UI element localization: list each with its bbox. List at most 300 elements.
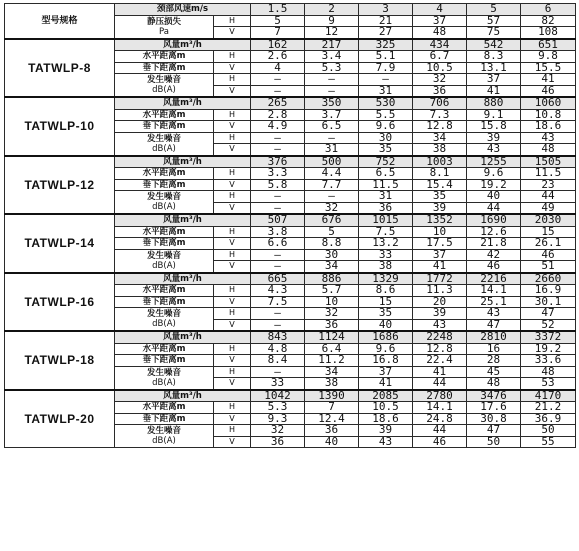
noise-v-cell: 36 <box>305 319 359 331</box>
noise-v-cell: 44 <box>467 202 521 214</box>
model-header: 型号规格 <box>5 4 115 39</box>
vertical-cell: 15 <box>359 296 413 308</box>
vertical-cell: 4 <box>251 62 305 74</box>
noise-v-cell: – <box>305 85 359 97</box>
horizontal-cell: 10 <box>413 226 467 238</box>
noise-v-cell: 31 <box>305 144 359 156</box>
horizontal-cell: 5.5 <box>359 109 413 121</box>
speed-cell: 2 <box>305 4 359 16</box>
horizontal-cell: 4.3 <box>251 285 305 297</box>
horizontal-cell: 3.4 <box>305 51 359 63</box>
airflow-cell: 2030 <box>521 214 576 226</box>
noise-h-cell: – <box>251 308 305 320</box>
speed-cell: 5 <box>467 4 521 16</box>
airflow-cell: 350 <box>305 97 359 109</box>
noise-h-cell: 39 <box>467 132 521 144</box>
vertical-cell: 12.4 <box>305 413 359 425</box>
horizontal-cell: 9.8 <box>521 51 576 63</box>
vertical-cell: 17.5 <box>413 238 467 250</box>
vertical-cell: 22.4 <box>413 355 467 367</box>
noise-h-cell: – <box>251 132 305 144</box>
horizontal-cell: 4.8 <box>251 343 305 355</box>
h-marker: H <box>214 425 251 437</box>
noise-h-cell: 30 <box>359 132 413 144</box>
noise-v-cell: 48 <box>467 378 521 390</box>
noise-v-cell: 48 <box>521 144 576 156</box>
airflow-cell: 843 <box>251 331 305 343</box>
horizontal-cell: 10.5 <box>359 402 413 414</box>
airflow-cell: 651 <box>521 39 576 51</box>
vertical-cell: 10 <box>305 296 359 308</box>
noise-h-cell: – <box>251 249 305 261</box>
v-marker: V <box>214 62 251 74</box>
vertical-label: 垂下距离m <box>115 238 214 250</box>
noise-h-cell: 37 <box>359 366 413 378</box>
noise-label <box>115 132 214 156</box>
noise-h-cell: 44 <box>521 191 576 203</box>
horizontal-cell: 14.1 <box>467 285 521 297</box>
horizontal-cell: 14.1 <box>413 402 467 414</box>
vertical-label: 垂下距离m <box>115 62 214 74</box>
vertical-cell: 33.6 <box>521 355 576 367</box>
airflow-row <box>5 331 576 343</box>
vertical-cell: 28 <box>467 355 521 367</box>
vertical-label: 垂下距离m <box>115 413 214 425</box>
loss-label-line2: Pa <box>159 26 169 37</box>
vertical-cell: 24.8 <box>413 413 467 425</box>
noise-v-cell: 40 <box>359 319 413 331</box>
vertical-cell: 10.5 <box>413 62 467 74</box>
h-marker: H <box>214 366 251 378</box>
h-marker: H <box>214 285 251 297</box>
horizontal-cell: 8.1 <box>413 168 467 180</box>
horizontal-cell: 11.5 <box>521 168 576 180</box>
airflow-cell: 1352 <box>413 214 467 226</box>
noise-h-cell: 46 <box>521 249 576 261</box>
airflow-cell: 2216 <box>467 273 521 285</box>
v-marker: V <box>214 355 251 367</box>
speed-cell: 6 <box>521 4 576 16</box>
airflow-label: 风量m³/h <box>115 273 251 285</box>
airflow-label: 风量m³/h <box>115 331 251 343</box>
noise-label-line1: 发生噪音 <box>146 133 181 144</box>
airflow-cell: 1060 <box>521 97 576 109</box>
vertical-label: 垂下距离m <box>115 179 214 191</box>
horizontal-cell: 5.3 <box>251 402 305 414</box>
noise-v-cell: 36 <box>251 436 305 448</box>
airflow-cell: 217 <box>305 39 359 51</box>
v-marker: V <box>214 296 251 308</box>
horizontal-cell: 7 <box>305 402 359 414</box>
airflow-cell: 2660 <box>521 273 576 285</box>
horizontal-cell: 10.8 <box>521 109 576 121</box>
h-marker: H <box>214 226 251 238</box>
noise-label-line2: dB(A) <box>152 260 176 271</box>
airflow-row <box>5 273 576 285</box>
vertical-cell: 30.1 <box>521 296 576 308</box>
vertical-cell: 18.6 <box>359 413 413 425</box>
h-marker: H <box>214 308 251 320</box>
horizontal-cell: 16 <box>467 343 521 355</box>
speed-row <box>5 4 576 16</box>
h-marker: H <box>214 74 251 86</box>
loss-h-cell: 82 <box>521 15 576 27</box>
noise-h-cell: 34 <box>413 132 467 144</box>
noise-h-cell: 37 <box>413 249 467 261</box>
vertical-cell: 9.6 <box>359 121 413 133</box>
noise-v-cell: 36 <box>413 85 467 97</box>
vertical-cell: 25.1 <box>467 296 521 308</box>
airflow-cell: 530 <box>359 97 413 109</box>
model-name: TATWLP-16 <box>5 273 115 332</box>
model-name: TATWLP-18 <box>5 331 115 390</box>
noise-v-cell: 31 <box>359 85 413 97</box>
vertical-cell: 18.6 <box>521 121 576 133</box>
horizontal-label: 水平距离m <box>115 226 214 238</box>
noise-h-cell: 44 <box>413 425 467 437</box>
noise-label-line2: dB(A) <box>152 143 176 154</box>
vertical-cell: 23 <box>521 179 576 191</box>
v-marker: V <box>214 436 251 448</box>
v-marker: V <box>214 261 251 273</box>
horizontal-label: 水平距离m <box>115 285 214 297</box>
noise-label-line1: 发生噪音 <box>146 75 181 85</box>
horizontal-cell: 5.7 <box>305 285 359 297</box>
noise-v-cell: 46 <box>467 261 521 273</box>
noise-h-cell: 43 <box>521 132 576 144</box>
airflow-cell: 676 <box>305 214 359 226</box>
airflow-cell: 2810 <box>467 331 521 343</box>
noise-h-cell: – <box>251 74 305 86</box>
noise-v-cell: 36 <box>359 202 413 214</box>
airflow-cell: 665 <box>251 273 305 285</box>
airflow-label: 风量m³/h <box>115 156 251 168</box>
loss-h-cell: 9 <box>305 15 359 27</box>
airflow-cell: 1772 <box>413 273 467 285</box>
noise-h-cell: 32 <box>251 425 305 437</box>
horizontal-cell: 2.6 <box>251 51 305 63</box>
noise-h-cell: 41 <box>413 366 467 378</box>
noise-v-cell: 47 <box>467 319 521 331</box>
v-marker: V <box>214 413 251 425</box>
noise-v-cell: – <box>251 319 305 331</box>
airflow-row <box>5 39 576 51</box>
v-marker: V <box>214 238 251 250</box>
noise-v-cell: – <box>251 85 305 97</box>
noise-h-cell: 35 <box>359 308 413 320</box>
loss-h-cell: 57 <box>467 15 521 27</box>
speed-cell: 1.5 <box>251 4 305 16</box>
horizontal-cell: 11.3 <box>413 285 467 297</box>
v-marker: V <box>214 319 251 331</box>
vertical-cell: 13.2 <box>359 238 413 250</box>
loss-v-cell: 7 <box>251 27 305 39</box>
h-marker: H <box>214 109 251 121</box>
noise-h-cell: 39 <box>413 308 467 320</box>
vertical-cell: 11.2 <box>305 355 359 367</box>
loss-h-cell: 21 <box>359 15 413 27</box>
noise-v-cell: 41 <box>359 378 413 390</box>
noise-v-cell: 46 <box>413 436 467 448</box>
noise-h-cell: 47 <box>467 425 521 437</box>
noise-label-line1: 发生噪音 <box>146 250 181 261</box>
noise-h-cell: 40 <box>467 191 521 203</box>
airflow-cell: 1042 <box>251 390 305 402</box>
noise-v-cell: 43 <box>413 319 467 331</box>
noise-v-cell: 43 <box>467 144 521 156</box>
noise-h-cell: 35 <box>413 191 467 203</box>
speed-label: 颈部风速m/s <box>115 4 251 16</box>
horizontal-label: 水平距离m <box>115 343 214 355</box>
noise-label <box>115 308 214 332</box>
vertical-cell: 7.5 <box>251 296 305 308</box>
loss-v-cell: 75 <box>467 27 521 39</box>
noise-v-cell: 38 <box>413 144 467 156</box>
noise-v-cell: 41 <box>467 85 521 97</box>
h-marker: H <box>214 343 251 355</box>
airflow-cell: 1690 <box>467 214 521 226</box>
loss-h-cell: 5 <box>251 15 305 27</box>
horizontal-cell: 19.2 <box>521 343 576 355</box>
horizontal-cell: 2.8 <box>251 109 305 121</box>
vertical-cell: 19.2 <box>467 179 521 191</box>
v-marker: V <box>214 179 251 191</box>
horizontal-cell: 6.4 <box>305 343 359 355</box>
vertical-cell: 8.8 <box>305 238 359 250</box>
h-marker: H <box>214 191 251 203</box>
airflow-label: 风量m³/h <box>115 97 251 109</box>
noise-h-cell: 48 <box>521 366 576 378</box>
vertical-cell: 15.8 <box>467 121 521 133</box>
model-name: TATWLP-12 <box>5 156 115 215</box>
noise-h-cell: – <box>305 191 359 203</box>
vertical-cell: 15.5 <box>521 62 576 74</box>
speed-cell: 4 <box>413 4 467 16</box>
vertical-cell: 26.1 <box>521 238 576 250</box>
airflow-row <box>5 390 576 402</box>
noise-v-cell: – <box>251 261 305 273</box>
noise-v-cell: 43 <box>359 436 413 448</box>
airflow-cell: 507 <box>251 214 305 226</box>
vertical-cell: 21.8 <box>467 238 521 250</box>
noise-h-cell: 33 <box>359 249 413 261</box>
airflow-cell: 886 <box>305 273 359 285</box>
vertical-cell: 36.9 <box>521 413 576 425</box>
v-marker: V <box>214 202 251 214</box>
airflow-cell: 706 <box>413 97 467 109</box>
noise-h-cell: 41 <box>521 74 576 86</box>
horizontal-cell: 4.4 <box>305 168 359 180</box>
airflow-cell: 376 <box>251 156 305 168</box>
model-name: TATWLP-20 <box>5 390 115 448</box>
airflow-cell: 1329 <box>359 273 413 285</box>
noise-label <box>115 425 214 448</box>
noise-h-cell: 34 <box>305 366 359 378</box>
v-marker: V <box>214 144 251 156</box>
noise-v-cell: – <box>251 144 305 156</box>
loss-v-cell: 48 <box>413 27 467 39</box>
h-marker: H <box>214 249 251 261</box>
horizontal-cell: 3.7 <box>305 109 359 121</box>
noise-label-line1: 发生噪音 <box>146 192 181 202</box>
h-marker: H <box>214 132 251 144</box>
airflow-cell: 3372 <box>521 331 576 343</box>
noise-h-cell: 39 <box>359 425 413 437</box>
noise-v-cell: 53 <box>521 378 576 390</box>
vertical-cell: 5.3 <box>305 62 359 74</box>
loss-label <box>115 15 214 39</box>
airflow-cell: 1124 <box>305 331 359 343</box>
airflow-cell: 752 <box>359 156 413 168</box>
airflow-cell: 1505 <box>521 156 576 168</box>
horizontal-cell: 8.6 <box>359 285 413 297</box>
model-name: TATWLP-8 <box>5 39 115 98</box>
noise-v-cell: 38 <box>305 378 359 390</box>
noise-h-cell: 50 <box>521 425 576 437</box>
noise-h-cell: 43 <box>467 308 521 320</box>
horizontal-cell: 7.3 <box>413 109 467 121</box>
horizontal-cell: 9.6 <box>467 168 521 180</box>
loss-label-line1: 静压损失 <box>146 16 181 27</box>
noise-v-cell: 46 <box>521 85 576 97</box>
airflow-cell: 1003 <box>413 156 467 168</box>
v-marker: V <box>214 378 251 390</box>
performance-table-sheet <box>4 3 576 448</box>
horizontal-cell: 5 <box>305 226 359 238</box>
vertical-cell: 8.4 <box>251 355 305 367</box>
airflow-cell: 1390 <box>305 390 359 402</box>
horizontal-cell: 3.8 <box>251 226 305 238</box>
horizontal-label: 水平距离m <box>115 168 214 180</box>
noise-label <box>115 74 214 98</box>
noise-v-cell: 51 <box>521 261 576 273</box>
airflow-cell: 2085 <box>359 390 413 402</box>
vertical-cell: 4.9 <box>251 121 305 133</box>
loss-v-cell: 12 <box>305 27 359 39</box>
airflow-cell: 1015 <box>359 214 413 226</box>
noise-v-cell: 52 <box>521 319 576 331</box>
airflow-label: 风量m³/h <box>115 214 251 226</box>
vertical-cell: 30.8 <box>467 413 521 425</box>
noise-label-line1: 发生噪音 <box>146 426 181 436</box>
airflow-cell: 542 <box>467 39 521 51</box>
noise-label-line2: dB(A) <box>152 202 176 212</box>
horizontal-cell: 9.6 <box>359 343 413 355</box>
airflow-row <box>5 214 576 226</box>
airflow-row <box>5 97 576 109</box>
noise-v-cell: 34 <box>305 261 359 273</box>
airflow-cell: 880 <box>467 97 521 109</box>
vertical-cell: 5.8 <box>251 179 305 191</box>
noise-h-cell: 32 <box>413 74 467 86</box>
h-marker: H <box>214 15 251 27</box>
airflow-cell: 500 <box>305 156 359 168</box>
noise-h-cell: 47 <box>521 308 576 320</box>
model-name: TATWLP-14 <box>5 214 115 273</box>
noise-v-cell: 40 <box>305 436 359 448</box>
noise-v-cell: 35 <box>359 144 413 156</box>
noise-label-line1: 发生噪音 <box>146 309 181 319</box>
noise-label-line1: 发生噪音 <box>146 367 181 378</box>
airflow-cell: 3476 <box>467 390 521 402</box>
v-marker: V <box>214 27 251 39</box>
noise-v-cell: 39 <box>413 202 467 214</box>
airflow-cell: 2248 <box>413 331 467 343</box>
horizontal-cell: 12.6 <box>467 226 521 238</box>
vertical-cell: 6.6 <box>251 238 305 250</box>
noise-label-line2: dB(A) <box>152 377 176 388</box>
horizontal-cell: 3.3 <box>251 168 305 180</box>
model-name: TATWLP-10 <box>5 97 115 156</box>
vertical-label: 垂下距离m <box>115 355 214 367</box>
airflow-cell: 325 <box>359 39 413 51</box>
noise-v-cell: 38 <box>359 261 413 273</box>
noise-v-cell: 55 <box>521 436 576 448</box>
h-marker: H <box>214 402 251 414</box>
loss-h-cell: 37 <box>413 15 467 27</box>
vertical-label: 垂下距离m <box>115 121 214 133</box>
horizontal-label: 水平距离m <box>115 51 214 63</box>
horizontal-cell: 6.7 <box>413 51 467 63</box>
horizontal-cell: 15 <box>521 226 576 238</box>
airflow-cell: 265 <box>251 97 305 109</box>
noise-h-cell: 30 <box>305 249 359 261</box>
loss-v-cell: 108 <box>521 27 576 39</box>
noise-v-cell: 33 <box>251 378 305 390</box>
noise-h-cell: – <box>251 366 305 378</box>
horizontal-cell: 5.1 <box>359 51 413 63</box>
noise-v-cell: 32 <box>305 202 359 214</box>
vertical-cell: 7.7 <box>305 179 359 191</box>
horizontal-label: 水平距离m <box>115 109 214 121</box>
noise-h-cell: – <box>305 132 359 144</box>
horizontal-cell: 7.5 <box>359 226 413 238</box>
noise-v-cell: – <box>251 202 305 214</box>
noise-label-line2: dB(A) <box>152 85 176 95</box>
noise-v-cell: 50 <box>467 436 521 448</box>
vertical-cell: 12.8 <box>413 121 467 133</box>
airflow-cell: 434 <box>413 39 467 51</box>
speed-cell: 3 <box>359 4 413 16</box>
h-marker: H <box>214 51 251 63</box>
noise-h-cell: – <box>251 191 305 203</box>
noise-v-cell: 49 <box>521 202 576 214</box>
airflow-label: 风量m³/h <box>115 39 251 51</box>
noise-h-cell: – <box>359 74 413 86</box>
noise-h-cell: 45 <box>467 366 521 378</box>
airflow-row <box>5 156 576 168</box>
horizontal-cell: 6.5 <box>359 168 413 180</box>
airflow-label: 风量m³/h <box>115 390 251 402</box>
h-marker: H <box>214 168 251 180</box>
horizontal-cell: 21.2 <box>521 402 576 414</box>
airflow-cell: 162 <box>251 39 305 51</box>
noise-v-cell: 41 <box>413 261 467 273</box>
airflow-cell: 1686 <box>359 331 413 343</box>
horizontal-label: 水平距离m <box>115 402 214 414</box>
noise-label <box>115 191 214 215</box>
horizontal-cell: 17.6 <box>467 402 521 414</box>
v-marker: V <box>214 121 251 133</box>
vertical-cell: 15.4 <box>413 179 467 191</box>
vertical-cell: 7.9 <box>359 62 413 74</box>
noise-v-cell: 44 <box>413 378 467 390</box>
footer-notes <box>40 541 420 549</box>
airflow-cell: 2780 <box>413 390 467 402</box>
loss-v-cell: 27 <box>359 27 413 39</box>
performance-table <box>4 3 576 448</box>
noise-h-cell: 42 <box>467 249 521 261</box>
